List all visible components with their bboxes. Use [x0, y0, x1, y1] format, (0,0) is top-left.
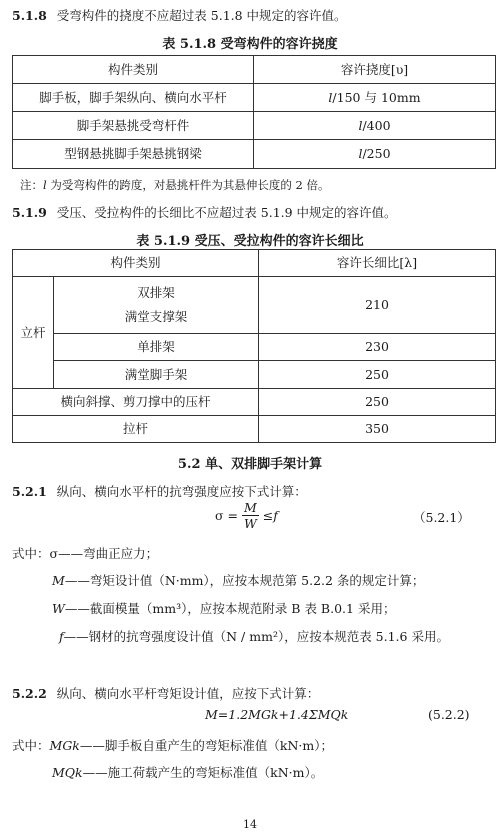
cell-value: 250 [259, 361, 496, 389]
table-row [13, 416, 496, 443]
formula-5-2-2: M=1.2MGk+1.4ΣMQk [205, 707, 349, 722]
cell-category: 双排架 满堂支撑架 [54, 277, 259, 334]
clause-number: 5.2.2 [12, 686, 47, 701]
cell-value: 210 [259, 277, 496, 334]
table-header-row [13, 56, 496, 84]
cell-category: 满堂脚手架 [54, 361, 259, 389]
table-5-1-8 [12, 55, 496, 169]
table-row [13, 84, 496, 112]
table-5-1-9 [12, 249, 496, 443]
cell-value: 350 [259, 416, 496, 443]
section-heading: 5.2 单、双排脚手架计算 [177, 457, 323, 472]
clause-text: 受弯构件的挠度不应超过表 5.1.8 中规定的容许值。 [56, 8, 347, 23]
table-row [13, 112, 496, 140]
clause-number: 5.1.9 [12, 205, 47, 220]
cell-category: 脚手架悬挑受弯杆件 [13, 112, 254, 140]
definition-row: 式中：σ——弯曲正应力； [12, 546, 159, 561]
clause-text: 纵向、横向水平杆的抗弯强度应按下式计算： [56, 484, 307, 499]
clause-5-2-2 [12, 684, 319, 702]
group-label: 立杆 [13, 277, 54, 389]
cell-value: l/150 与 10mm [254, 84, 496, 112]
page-number: 14 [243, 818, 257, 831]
table-row [13, 277, 496, 334]
table-header-row [13, 250, 496, 277]
cell-category: 横向斜撑、剪刀撑中的压杆 [13, 389, 259, 416]
header-value: 容许长细比[λ] [259, 250, 496, 277]
header-category: 构件类别 [13, 56, 254, 84]
fraction: $\frac{M}{W}$ [243, 500, 257, 531]
formula-number: （5.2.1） [413, 510, 470, 525]
definition-row: MQk——施工荷载产生的弯矩标准值（kN·m）。 [52, 765, 324, 780]
definition-row: W——截面模量（mm³），应按本规范附录 B 表 B.0.1 采用； [52, 601, 396, 616]
clause-number: 5.1.8 [12, 8, 47, 23]
table-row [13, 389, 496, 416]
table-row [13, 140, 496, 169]
cell-value: 230 [259, 334, 496, 361]
clause-number: 5.2.1 [12, 484, 47, 499]
cell-category: 脚手板，脚手架纵向、横向水平杆 [13, 84, 254, 112]
table-note: 注：l 为受弯构件的跨度，对悬挑杆件为其悬伸长度的 2 倍。 [20, 178, 330, 192]
table-5-1-9-caption: 表 5.1.9 受压、受拉构件的容许长细比 [136, 234, 364, 249]
formula-number: (5.2.2) [428, 707, 470, 722]
cell-value: 250 [259, 389, 496, 416]
table-5-1-8-caption: 表 5.1.8 受弯构件的容许挠度 [162, 37, 338, 52]
cell-category: 型钢悬挑脚手架悬挑钢梁 [13, 140, 254, 169]
definition-row: M——弯矩设计值（N·mm），应按本规范第 5.2.2 条的规定计算； [52, 573, 425, 588]
cell-category: 单排架 [54, 334, 259, 361]
cell-value: l/400 [254, 112, 496, 140]
clause-5-1-9 [12, 203, 397, 221]
cell-value: l/250 [254, 140, 496, 169]
clause-5-1-8 [12, 6, 347, 24]
clause-text: 纵向、横向水平杆弯矩设计值，应按下式计算： [56, 686, 320, 701]
table-row [13, 334, 496, 361]
header-category: 构件类别 [13, 250, 259, 277]
clause-5-2-1 [12, 482, 307, 500]
clause-text: 受压、受拉构件的长细比不应超过表 5.1.9 中规定的容许值。 [56, 205, 397, 220]
definition-row: 式中：MGk——脚手板自重产生的弯矩标准值（kN·m）； [12, 738, 333, 753]
formula-5-2-1: σ = $\frac{M}{W}$ ≤f [215, 500, 278, 531]
table-row [13, 361, 496, 389]
header-value: 容许挠度[υ] [254, 56, 496, 84]
definition-row: f——钢材的抗弯强度设计值（N / mm²），应按本规范表 5.1.6 采用。 [59, 629, 449, 644]
cell-category: 拉杆 [13, 416, 259, 443]
